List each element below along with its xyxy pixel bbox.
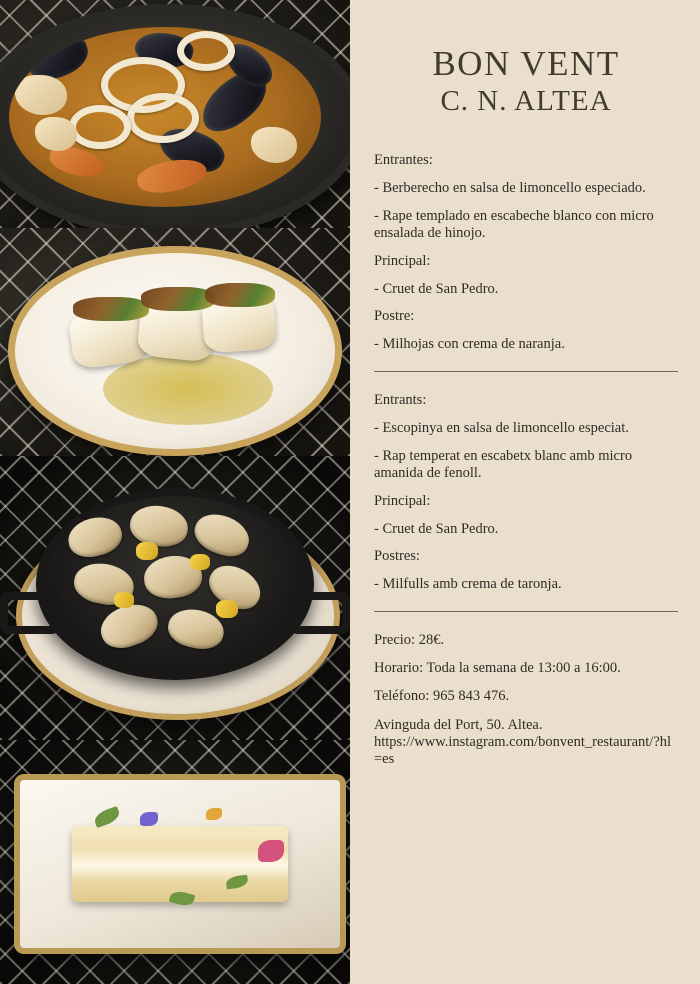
paella-pan xyxy=(0,4,350,228)
restaurant-subtitle: C. N. ALTEA xyxy=(440,84,612,117)
divider xyxy=(374,371,678,372)
main-item-ca: - Cruet de San Pedro. xyxy=(374,520,499,537)
fish-topping xyxy=(205,283,275,307)
herb-leaf xyxy=(92,806,121,828)
starter-item-ca: - Escopinya en salsa de limoncello especiat. xyxy=(374,420,629,437)
fish-topping xyxy=(141,287,215,311)
corn-kernel xyxy=(190,554,210,570)
squid-ring xyxy=(127,93,199,143)
restaurant-name: BON VENT xyxy=(432,44,620,83)
squid-ring xyxy=(177,31,235,71)
fish-topping xyxy=(73,297,149,321)
black-pot xyxy=(36,488,314,680)
menu-catalan xyxy=(374,392,678,593)
main-label-es: Principal: xyxy=(374,252,431,269)
photo-rectangular-plate-with-millefeuille xyxy=(0,740,350,984)
dessert-item-es: - Milhojas con crema de naranja. xyxy=(374,336,565,353)
corn-kernel xyxy=(136,542,158,560)
brand-header xyxy=(374,46,678,118)
info-block xyxy=(374,632,678,768)
instagram-link[interactable]: https://www.instagram.com/bonvent_restaurant/?hl=es xyxy=(374,733,672,767)
divider xyxy=(374,611,678,612)
address-line: Avinguda del Port, 50. Altea. xyxy=(374,716,543,733)
millefeuille xyxy=(72,826,288,902)
olive-oil-pool xyxy=(103,353,273,425)
starter-item-es: - Rape templado en escabeche blanco con micro ensalada de hinojo. xyxy=(374,207,654,241)
photo-paella-pan-with-mussels-and-squid xyxy=(0,0,350,228)
edible-flower-petal xyxy=(206,808,222,820)
pot-handle-right xyxy=(290,592,350,634)
dessert-item-ca: - Milfulls amb crema de taronja. xyxy=(374,576,562,593)
price-line: Precio: 28€. xyxy=(374,632,445,649)
clam xyxy=(64,512,126,562)
corn-kernel xyxy=(114,592,134,608)
starters-label-ca: Entrants: xyxy=(374,392,427,409)
photo-black-pot-with-clams xyxy=(0,456,350,740)
starters-label-es: Entrantes: xyxy=(374,152,433,169)
phone-line[interactable]: Teléfono: 965 843 476. xyxy=(374,688,510,705)
main-label-ca: Principal: xyxy=(374,492,431,509)
dessert-label-es: Postre: xyxy=(374,308,415,325)
edible-flower-petal xyxy=(140,812,158,826)
starter-item-es: - Berberecho en salsa de limoncello especiado. xyxy=(374,180,646,197)
broth xyxy=(9,27,321,207)
pot-handle-left xyxy=(0,592,60,634)
corn-kernel xyxy=(216,600,238,618)
main-item-es: - Cruet de San Pedro. xyxy=(374,280,499,297)
starter-item-ca: - Rap temperat en escabetx blanc amb micro amanida de fenoll. xyxy=(374,447,633,481)
menu-spanish xyxy=(374,152,678,353)
dessert-label-ca: Postres: xyxy=(374,548,420,565)
photo-white-plate-with-monkfish xyxy=(0,228,350,456)
edible-flower-petal xyxy=(258,840,284,862)
potato xyxy=(15,75,67,115)
clam xyxy=(127,502,190,550)
squid-ring xyxy=(69,105,131,149)
white-plate xyxy=(8,246,342,456)
potato xyxy=(251,127,297,163)
hours-line: Horario: Toda la semana de 13:00 a 16:00. xyxy=(374,660,621,677)
potato xyxy=(35,117,77,151)
text-column xyxy=(350,0,700,984)
rectangular-plate xyxy=(14,774,346,954)
